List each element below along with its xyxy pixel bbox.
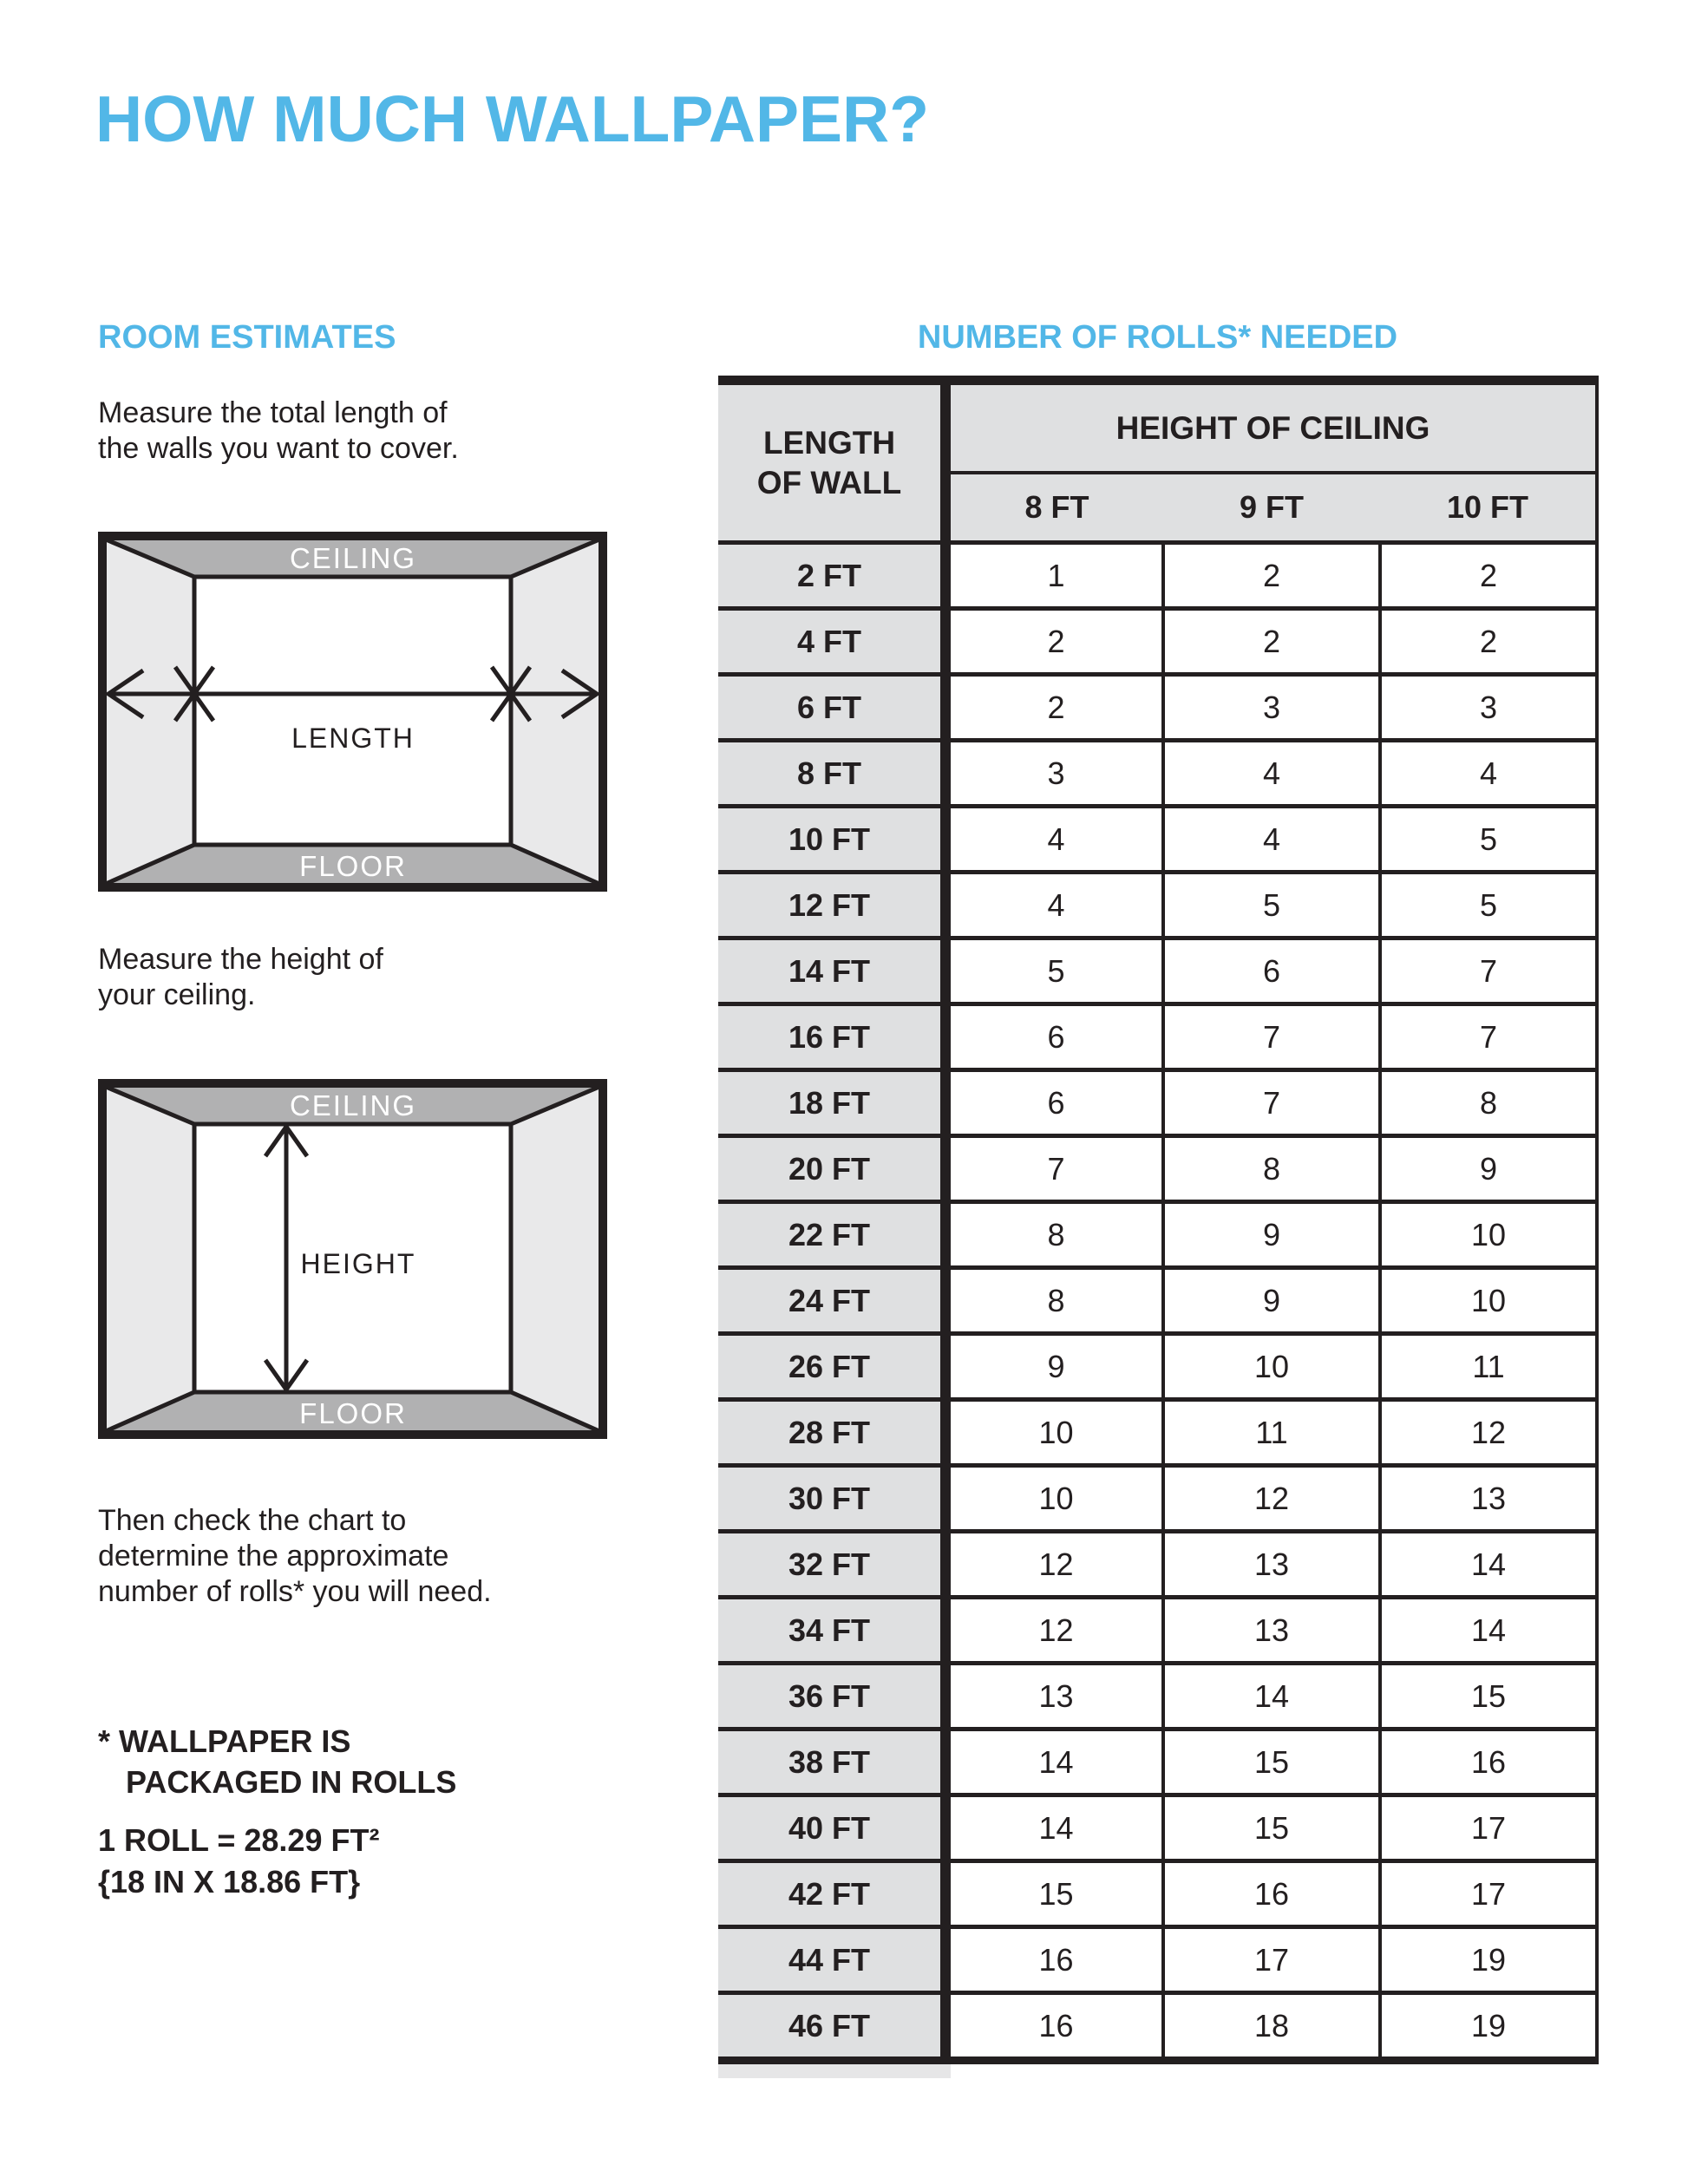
rolls-count-cell: 19 (1380, 1927, 1597, 1993)
wall-length-cell: 32 FT (718, 1532, 945, 1598)
rolls-count-cell: 14 (1380, 1598, 1597, 1664)
rolls-count-cell: 2 (945, 609, 1163, 675)
rolls-count-cell: 19 (1380, 1993, 1597, 2061)
rolls-count-cell: 14 (945, 1795, 1163, 1861)
instruction-step-1 (98, 396, 459, 467)
wall-length-cell: 22 FT (718, 1202, 945, 1268)
height-label: HEIGHT (300, 1248, 416, 1279)
room-length-diagram-svg (98, 532, 607, 892)
ceiling-label: CEILING (289, 1089, 417, 1121)
rolls-count-cell: 17 (1380, 1861, 1597, 1927)
rolls-count-cell: 16 (1163, 1861, 1380, 1927)
table-row (718, 1664, 1597, 1730)
rolls-count-cell: 3 (945, 741, 1163, 807)
rolls-count-cell: 8 (1163, 1136, 1380, 1202)
rolls-count-cell: 9 (1163, 1202, 1380, 1268)
table-row (718, 1795, 1597, 1861)
rolls-count-cell: 18 (1163, 1993, 1380, 2061)
rolls-count-cell: 4 (1380, 741, 1597, 807)
rolls-count-cell: 13 (945, 1664, 1163, 1730)
rolls-count-cell: 10 (1380, 1268, 1597, 1334)
wall-length-cell: 28 FT (718, 1400, 945, 1466)
rolls-count-cell: 12 (1380, 1400, 1597, 1466)
instruction-step-3 (98, 1503, 492, 1610)
rolls-count-cell: 10 (1380, 1202, 1597, 1268)
rolls-count-cell: 7 (1163, 1004, 1380, 1070)
rolls-count-cell: 6 (945, 1070, 1163, 1136)
instruction-line: your ceiling. (98, 978, 256, 1011)
rolls-count-cell: 12 (945, 1532, 1163, 1598)
rolls-count-cell: 3 (1163, 675, 1380, 741)
length-label: LENGTH (291, 723, 415, 754)
table-row (718, 1268, 1597, 1334)
rolls-count-cell: 10 (1163, 1334, 1380, 1400)
rolls-needed-heading: NUMBER OF ROLLS* NEEDED (917, 319, 1398, 356)
rolls-count-cell: 14 (945, 1730, 1163, 1795)
rolls-count-cell: 14 (1380, 1532, 1597, 1598)
wall-length-cell: 44 FT (718, 1927, 945, 1993)
rolls-count-cell: 5 (1163, 873, 1380, 938)
wall-length-cell: 12 FT (718, 873, 945, 938)
rolls-table-header (718, 381, 1597, 543)
length-of-wall-line: OF WALL (756, 464, 902, 500)
rolls-count-cell: 4 (945, 807, 1163, 873)
table-row (718, 1400, 1597, 1466)
room-estimates-heading: ROOM ESTIMATES (98, 319, 396, 356)
rolls-count-cell: 10 (945, 1400, 1163, 1466)
rolls-table-wrap (718, 376, 1597, 2078)
instruction-line: Measure the total length of (98, 396, 448, 429)
table-row (718, 873, 1597, 938)
table-row (718, 938, 1597, 1004)
rolls-count-cell: 13 (1380, 1466, 1597, 1532)
wall-length-cell: 46 FT (718, 1993, 945, 2061)
rolls-count-cell: 16 (945, 1993, 1163, 2061)
table-row (718, 1136, 1597, 1202)
roll-dimensions: {18 IN X 18.86 FT} (98, 1864, 361, 1900)
wall-length-cell: 42 FT (718, 1861, 945, 1927)
wall-length-cell: 34 FT (718, 1598, 945, 1664)
rolls-count-cell: 7 (1380, 938, 1597, 1004)
rolls-count-cell: 15 (1163, 1795, 1380, 1861)
wall-length-cell: 8 FT (718, 741, 945, 807)
wall-length-cell: 36 FT (718, 1664, 945, 1730)
table-row (718, 1202, 1597, 1268)
rolls-count-cell: 1 (945, 543, 1163, 609)
rolls-count-cell: 13 (1163, 1532, 1380, 1598)
rolls-table (718, 376, 1599, 2064)
table-row (718, 1598, 1597, 1664)
rolls-count-cell: 4 (1163, 807, 1380, 873)
roll-size-info (98, 1820, 379, 1903)
rolls-count-cell: 5 (945, 938, 1163, 1004)
table-row (718, 1004, 1597, 1070)
instruction-line: determine the approximate (98, 1540, 449, 1573)
rolls-count-cell: 16 (1380, 1730, 1597, 1795)
table-row (718, 543, 1597, 609)
rolls-count-cell: 3 (1380, 675, 1597, 741)
instruction-line: the walls you want to cover. (98, 432, 459, 465)
rolls-count-cell: 15 (1380, 1664, 1597, 1730)
floor-label: FLOOR (299, 1397, 407, 1429)
rolls-count-cell: 7 (1163, 1070, 1380, 1136)
wall-length-cell: 18 FT (718, 1070, 945, 1136)
wall-length-cell: 38 FT (718, 1730, 945, 1795)
rolls-count-cell: 4 (945, 873, 1163, 938)
left-wall (106, 1087, 194, 1431)
table-row (718, 1466, 1597, 1532)
rolls-footnote (98, 1721, 456, 1802)
wall-length-cell: 2 FT (718, 543, 945, 609)
rolls-count-cell: 16 (945, 1927, 1163, 1993)
wall-length-cell: 14 FT (718, 938, 945, 1004)
wall-length-cell: 30 FT (718, 1466, 945, 1532)
length-of-wall-header (718, 381, 945, 543)
ceiling-height-col-8ft: 8 FT (945, 473, 1163, 543)
wall-length-cell: 16 FT (718, 1004, 945, 1070)
rolls-count-cell: 6 (1163, 938, 1380, 1004)
rolls-count-cell: 5 (1380, 873, 1597, 938)
back-wall (194, 577, 511, 845)
wall-length-cell: 20 FT (718, 1136, 945, 1202)
rolls-count-cell: 2 (1163, 609, 1380, 675)
table-row (718, 609, 1597, 675)
table-row (718, 1730, 1597, 1795)
rolls-count-cell: 14 (1163, 1664, 1380, 1730)
table-row (718, 1070, 1597, 1136)
rolls-count-cell: 12 (1163, 1466, 1380, 1532)
rolls-count-cell: 2 (945, 675, 1163, 741)
table-row (718, 1927, 1597, 1993)
table-row (718, 1993, 1597, 2061)
rolls-count-cell: 5 (1380, 807, 1597, 873)
instruction-line: Measure the height of (98, 943, 383, 976)
floor-label: FLOOR (299, 850, 407, 882)
right-wall (511, 1087, 599, 1431)
table-bottom-strip (718, 2064, 951, 2078)
rolls-count-cell: 17 (1380, 1795, 1597, 1861)
rolls-count-cell: 9 (945, 1334, 1163, 1400)
rolls-count-cell: 2 (1163, 543, 1380, 609)
rolls-count-cell: 11 (1380, 1334, 1597, 1400)
room-height-diagram-svg (98, 1079, 607, 1439)
wall-length-cell: 4 FT (718, 609, 945, 675)
rolls-count-cell: 2 (1380, 609, 1597, 675)
rolls-count-cell: 8 (1380, 1070, 1597, 1136)
table-row (718, 807, 1597, 873)
height-of-ceiling-header: HEIGHT OF CEILING (945, 381, 1597, 474)
ceiling-height-col-10ft: 10 FT (1380, 473, 1597, 543)
rolls-count-cell: 9 (1380, 1136, 1597, 1202)
page-title: HOW MUCH WALLPAPER? (95, 82, 930, 155)
length-of-wall-line: LENGTH (762, 424, 896, 461)
wall-length-cell: 24 FT (718, 1268, 945, 1334)
rolls-count-cell: 15 (1163, 1730, 1380, 1795)
rolls-count-cell: 2 (1380, 543, 1597, 609)
rolls-count-cell: 13 (1163, 1598, 1380, 1664)
rolls-count-cell: 6 (945, 1004, 1163, 1070)
rolls-count-cell: 7 (1380, 1004, 1597, 1070)
instruction-line: Then check the chart to (98, 1504, 407, 1537)
table-row (718, 1334, 1597, 1400)
rolls-count-cell: 17 (1163, 1927, 1380, 1993)
rolls-count-cell: 9 (1163, 1268, 1380, 1334)
roll-equation: 1 ROLL = 28.29 FT² (98, 1822, 380, 1858)
wall-length-cell: 26 FT (718, 1334, 945, 1400)
rolls-table-body (718, 543, 1597, 2061)
wall-length-cell: 40 FT (718, 1795, 945, 1861)
rolls-count-cell: 8 (945, 1202, 1163, 1268)
rolls-count-cell: 10 (945, 1466, 1163, 1532)
rolls-count-cell: 11 (1163, 1400, 1380, 1466)
footnote-line: PACKAGED IN ROLLS (126, 1764, 457, 1800)
room-length-diagram (98, 532, 607, 896)
table-row (718, 741, 1597, 807)
wall-length-cell: 6 FT (718, 675, 945, 741)
wall-length-cell: 10 FT (718, 807, 945, 873)
table-row (718, 1861, 1597, 1927)
ceiling-height-col-9ft: 9 FT (1163, 473, 1380, 543)
instruction-step-2 (98, 942, 383, 1013)
footnote-line: * WALLPAPER IS (98, 1723, 351, 1759)
instruction-line: number of rolls* you will need. (98, 1575, 492, 1608)
room-height-diagram (98, 1079, 607, 1443)
rolls-count-cell: 8 (945, 1268, 1163, 1334)
table-row (718, 675, 1597, 741)
rolls-count-cell: 7 (945, 1136, 1163, 1202)
table-row (718, 1532, 1597, 1598)
rolls-count-cell: 12 (945, 1598, 1163, 1664)
rolls-count-cell: 4 (1163, 741, 1380, 807)
rolls-count-cell: 15 (945, 1861, 1163, 1927)
ceiling-label: CEILING (289, 542, 417, 574)
